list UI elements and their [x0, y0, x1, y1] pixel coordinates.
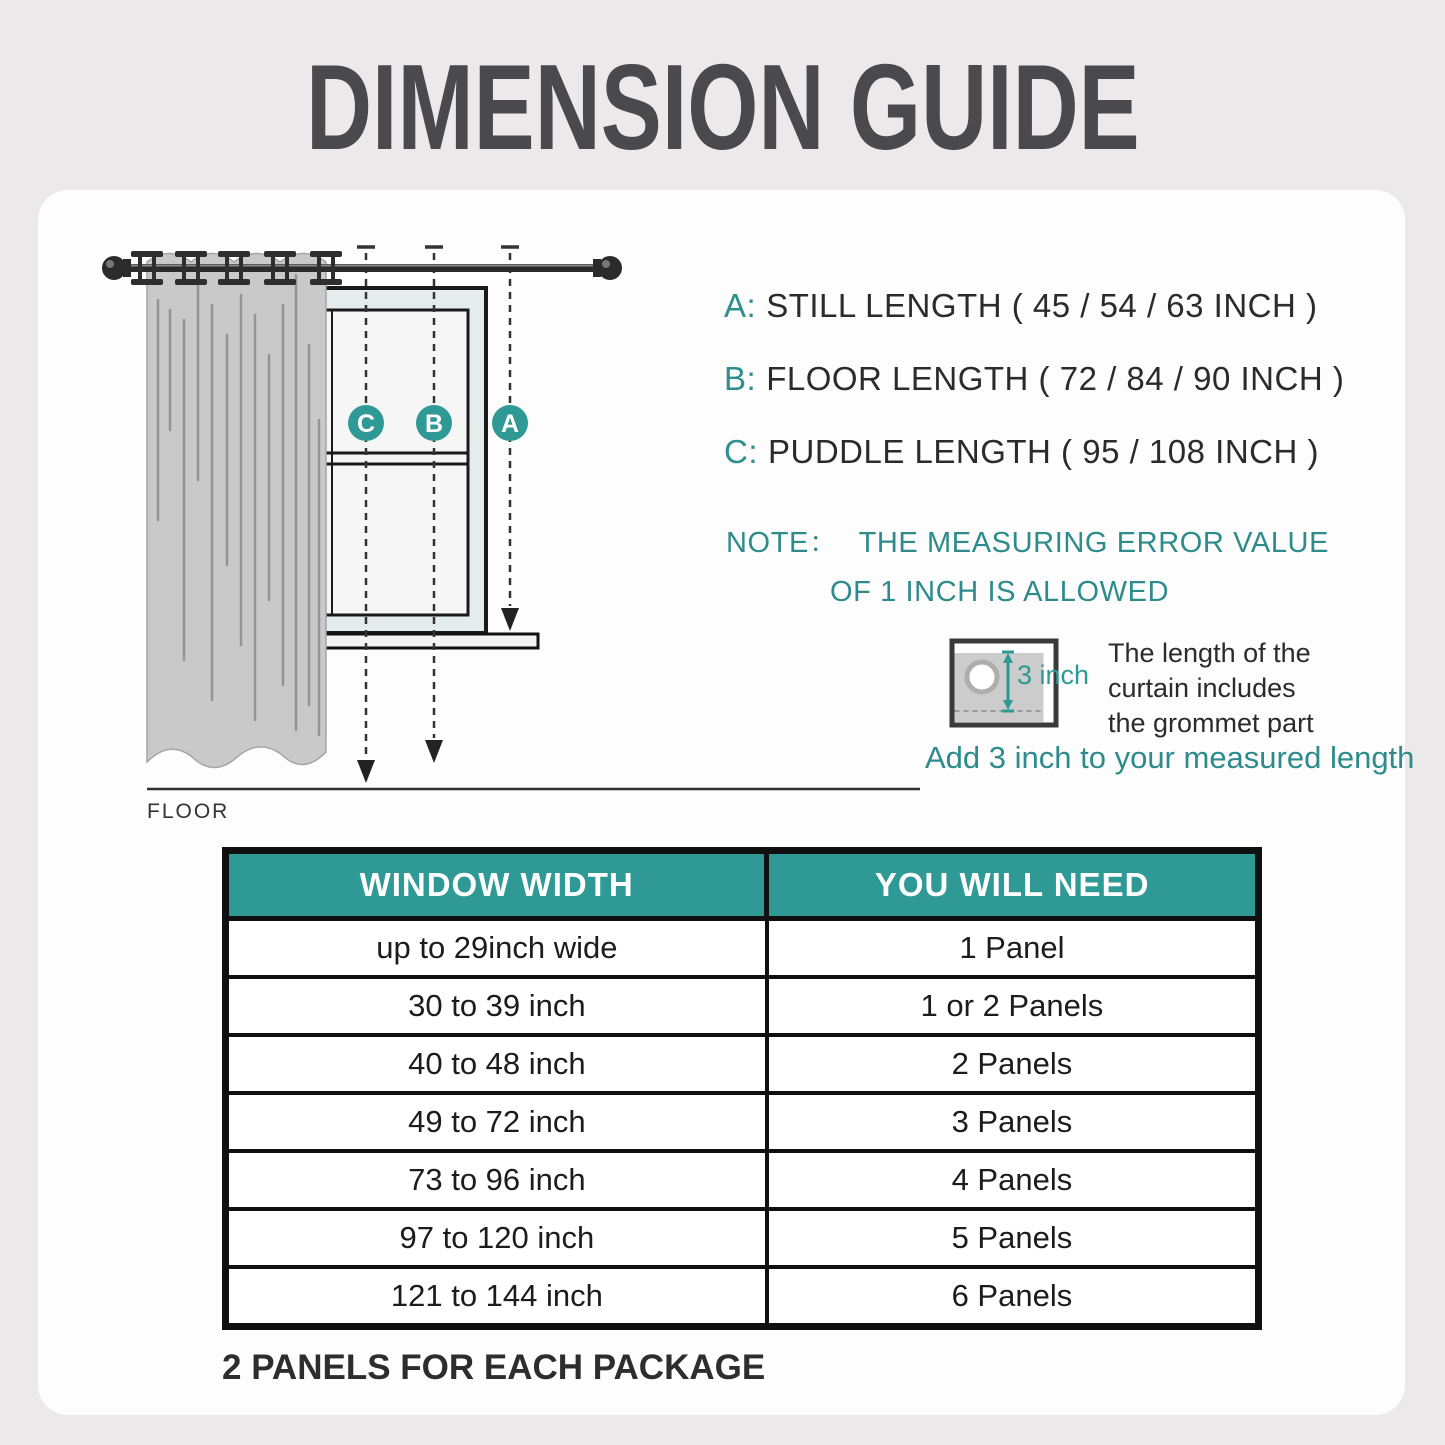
table-row [226, 1093, 1259, 1151]
svg-text:A: A [500, 410, 520, 438]
note-line1: THE MEASURING ERROR VALUE [858, 527, 1330, 559]
table-row [226, 1151, 1259, 1209]
window-width-cell: 73 to 96 inch [226, 1151, 767, 1209]
floor-length-prefix: B: [724, 360, 757, 397]
length-options-list [724, 286, 1344, 505]
marker-c [348, 405, 384, 441]
grommet-icon [967, 662, 997, 692]
arrow-c [357, 760, 375, 783]
table-row [226, 1035, 1259, 1093]
window-width-cell: 97 to 120 inch [226, 1209, 767, 1267]
finial-left [102, 256, 126, 280]
puddle-length-text: C: PUDDLE LENGTH ( 95 / 108 INCH ) [724, 433, 1319, 470]
page-title: DIMENSION GUIDE [305, 39, 1140, 175]
floor-label: FLOOR [147, 800, 230, 823]
arrow-a [501, 608, 519, 631]
panels-needed-cell: 6 Panels [767, 1267, 1259, 1327]
table-row [226, 919, 1259, 978]
guide-card [38, 190, 1415, 1415]
marker-b [416, 405, 452, 441]
floor-length-text: B: FLOOR LENGTH ( 72 / 84 / 90 INCH ) [724, 360, 1345, 397]
window-width-cell: 121 to 144 inch [226, 1267, 767, 1327]
still-length-text: A: STILL LENGTH ( 45 / 54 / 63 INCH ) [724, 287, 1318, 324]
package-note: 2 PANELS FOR EACH PACKAGE [222, 1348, 766, 1387]
marker-a [492, 405, 528, 441]
window-width-cell: 49 to 72 inch [226, 1093, 767, 1151]
col-header-window-width: WINDOW WIDTH [226, 851, 767, 919]
arrow-b [425, 740, 443, 763]
panels-needed-cell: 4 Panels [767, 1151, 1259, 1209]
curtain-panel [147, 254, 326, 768]
panels-needed-cell: 2 Panels [767, 1035, 1259, 1093]
panels-needed-cell: 1 or 2 Panels [767, 977, 1259, 1035]
table-header-row [226, 851, 1259, 919]
table-row [226, 977, 1259, 1035]
still-length-prefix: A: [724, 287, 757, 324]
grommet-description: The length of the curtain includes the grommet part [1108, 638, 1314, 738]
grommet-measure-label: 3 inch [1017, 660, 1090, 690]
panels-needed-cell: 3 Panels [767, 1093, 1259, 1151]
panels-table [222, 847, 1262, 1330]
table-row [226, 1209, 1259, 1267]
window-width-cell: 30 to 39 inch [226, 977, 767, 1035]
svg-text:C: C [356, 410, 376, 438]
window-drawing [298, 288, 538, 648]
table-row [226, 1267, 1259, 1327]
note-label: NOTE： [726, 527, 839, 559]
note-line2: OF 1 INCH IS ALLOWED [830, 576, 1170, 608]
window-width-cell: 40 to 48 inch [226, 1035, 767, 1093]
finial-right [598, 256, 622, 280]
svg-text:B: B [424, 410, 444, 438]
panels-needed-cell: 5 Panels [767, 1209, 1259, 1267]
window-width-cell: up to 29inch wide [226, 919, 767, 978]
measuring-note [726, 520, 1329, 609]
puddle-length-prefix: C: [724, 433, 758, 470]
grommet-tip: Add 3 inch to your measured length [925, 740, 1415, 775]
col-header-you-will-need: YOU WILL NEED [767, 851, 1259, 919]
panels-needed-cell: 1 Panel [767, 919, 1259, 978]
window-sill [298, 634, 538, 648]
